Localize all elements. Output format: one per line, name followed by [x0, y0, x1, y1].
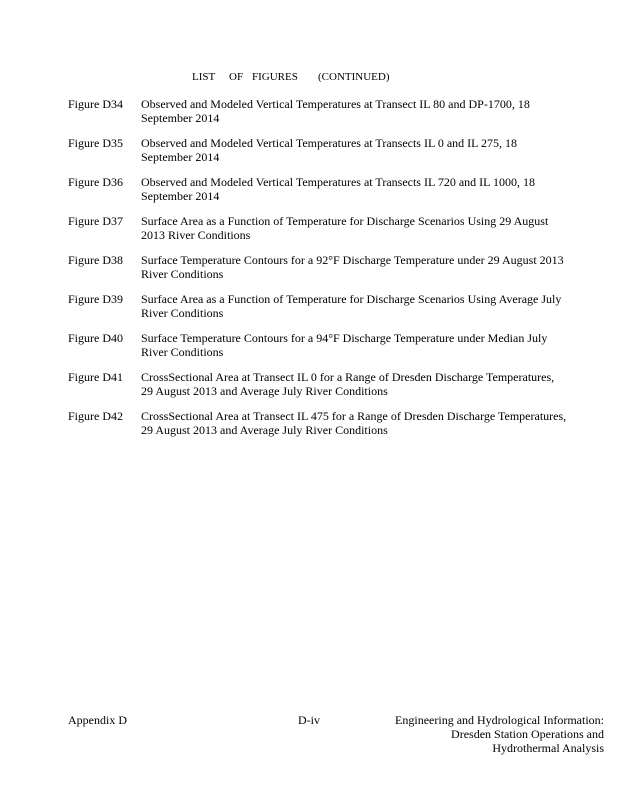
heading-word-continued: (CONTINUED) — [318, 71, 390, 83]
figure-entry — [68, 136, 568, 164]
footer-document-title — [360, 713, 604, 755]
figure-title: CrossSectional Area at Transect IL 475 for a Range of Dresden Discharge Temperatures, 29 August 2013 and Average July River Conditions — [141, 409, 567, 437]
footer-title-line: Engineering and Hydrological Information: — [395, 713, 604, 727]
footer-title-line: Hydrothermal Analysis — [492, 741, 604, 755]
figure-entry — [68, 97, 568, 125]
heading-word-of: OF — [229, 71, 244, 83]
figure-title: Surface Temperature Contours for a 94°F Discharge Temperature under Median July River Conditions — [141, 331, 548, 359]
footer-title-line: Dresden Station Operations and — [451, 727, 604, 741]
figure-list — [68, 97, 568, 448]
figure-title: Surface Temperature Contours for a 92°F Discharge Temperature under 29 August 2013 River Conditions — [141, 253, 564, 281]
figure-title: Observed and Modeled Vertical Temperatures at Transects IL 720 and IL 1000, 18 September 2014 — [141, 175, 536, 203]
figure-entry — [68, 214, 568, 242]
figure-number: Figure D42 — [68, 409, 123, 423]
figure-number: Figure D40 — [68, 331, 123, 345]
figure-number: Figure D35 — [68, 136, 123, 150]
figure-number: Figure D37 — [68, 214, 123, 228]
figure-title: Surface Area as a Function of Temperature for Discharge Scenarios Using 29 August 2013 River Conditions — [141, 214, 549, 242]
figure-number: Figure D41 — [68, 370, 123, 384]
figure-entry — [68, 331, 568, 359]
heading-word-list: LIST — [192, 71, 216, 83]
figure-entry — [68, 175, 568, 203]
figure-number: Figure D34 — [68, 97, 123, 111]
figure-number: Figure D38 — [68, 253, 123, 267]
footer-appendix-label: Appendix D — [68, 713, 127, 727]
figure-entry — [68, 292, 568, 320]
figure-entry — [68, 370, 568, 398]
figure-title: Observed and Modeled Vertical Temperatures at Transect IL 80 and DP-1700, 18 September 2014 — [141, 97, 530, 125]
figure-title: Observed and Modeled Vertical Temperatures at Transects IL 0 and IL 275, 18 September 2014 — [141, 136, 518, 164]
figure-title: CrossSectional Area at Transect IL 0 for a Range of Dresden Discharge Temperatures, 29 August 2013 and Average July River Conditions — [141, 370, 555, 398]
figure-title: Surface Area as a Function of Temperature for Discharge Scenarios Using Average July River Conditions — [141, 292, 562, 320]
heading-word-figures: FIGURES — [252, 71, 298, 83]
footer-page-number: D-iv — [298, 713, 320, 727]
figure-entry — [68, 253, 568, 281]
figure-number: Figure D39 — [68, 292, 123, 306]
figure-entry — [68, 409, 568, 437]
figure-number: Figure D36 — [68, 175, 123, 189]
